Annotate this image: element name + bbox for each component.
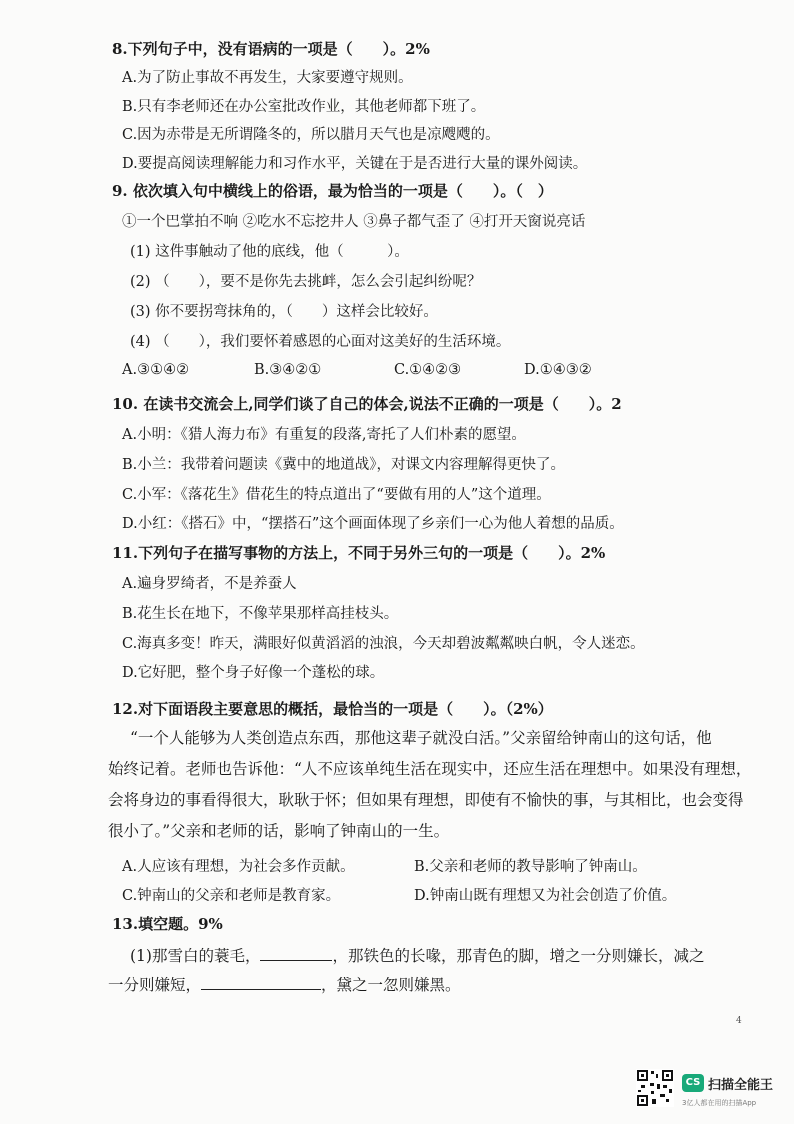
- question-12-option-c: C.钟南山的父亲和老师是教育家。: [122, 888, 341, 904]
- scanner-tagline: 3亿人都在用的扫描App: [682, 1099, 757, 1107]
- question-13-line-1-before: (1)那雪白的蓑毛，: [130, 947, 261, 965]
- question-10-option-d: D.小红：《搭石》中，“摆搭石”这个画面体现了乡亲们一心为他人着想的品质。: [122, 516, 624, 532]
- camscanner-logo: CS: [682, 1074, 704, 1092]
- question-9-sentence-2: (2) （ ），要不是你先去挑衅，怎么会引起纠纷呢？: [130, 274, 482, 290]
- question-9-proverbs: ①一个巴掌拍不响 ②吃水不忘挖井人 ③鼻子都气歪了 ④打开天窗说亮话: [122, 214, 586, 230]
- question-12-option-b: B.父亲和老师的教导影响了钟南山。: [414, 859, 647, 875]
- question-11-option-b: B.花生长在地下，不像苹果那样高挂枝头。: [122, 606, 399, 622]
- question-9-title: 9. 依次填入句中横线上的俗语，最为恰当的一项是（ ）。（ ）: [112, 182, 553, 200]
- scanner-brand-name: 扫描全能王: [708, 1078, 774, 1093]
- question-8-option-b: B.只有李老师还在办公室批改作业，其他老师都下班了。: [122, 99, 486, 115]
- question-9-sentence-1: (1) 这件事触动了他的底线，他（ ）。: [130, 244, 409, 260]
- question-11-option-c: C.海真多变！昨天，满眼好似黄滔滔的浊浪，今天却碧波粼粼映白帆，令人迷恋。: [122, 636, 645, 652]
- question-11-option-a: A.遍身罗绮者，不是养蚕人: [122, 576, 297, 592]
- question-12-passage-line-3: 会将身边的事看得很大，耿耿于怀；但如果有理想，即使有不愉快的事，与其相比，也会变得: [108, 791, 744, 809]
- question-12-option-a: A.人应该有理想，为社会多作贡献。: [122, 859, 355, 875]
- question-11-title: 11.下列句子在描写事物的方法上，不同于另外三句的一项是（ ）。2%: [112, 544, 606, 562]
- question-9-option-b: B.③④②①: [254, 362, 322, 378]
- question-8-option-a: A.为了防止事故不再发生，大家要遵守规则。: [122, 70, 413, 86]
- question-12-passage-line-1: “一个人能够为人类创造点东西，那他这辈子就没白活。”父亲留给钟南山的这句话，他: [130, 729, 712, 747]
- question-10-option-c: C.小军：《落花生》借花生的特点道出了“要做有用的人”这个道理。: [122, 487, 551, 503]
- question-10-title: 10. 在读书交流会上,同学们谈了自己的体会,说法不正确的一项是（ ）。2: [112, 395, 622, 413]
- question-13-line-1: [130, 944, 704, 966]
- question-12-option-d: D.钟南山既有理想又为社会创造了价值。: [414, 888, 677, 904]
- question-13-line-2-before: 一分则嫌短，: [108, 976, 202, 994]
- question-10-option-b: B.小兰：我带着问题读《冀中的地道战》，对课文内容理解得更快了。: [122, 457, 566, 473]
- question-13-line-2: [108, 973, 461, 995]
- question-9-option-c: C.①④②③: [394, 362, 462, 378]
- question-13-title: 13.填空题。9%: [112, 915, 223, 933]
- question-8-option-d: D.要提高阅读理解能力和习作水平，关键在于是否进行大量的课外阅读。: [122, 156, 588, 172]
- question-9-option-d: D.①④③②: [524, 362, 592, 378]
- question-13-line-2-after: ，黛之一忽则嫌黑。: [321, 976, 461, 994]
- question-10-option-a: A.小明：《猎人海力布》有重复的段落,寄托了人们朴素的愿望。: [122, 427, 526, 443]
- question-8-title: 8.下列句子中，没有语病的一项是（ ）。2%: [112, 40, 430, 58]
- question-11-option-d: D.它好肥，整个身子好像一个蓬松的球。: [122, 665, 385, 681]
- question-12-title: 12.对下面语段主要意思的概括，最恰当的一项是（ ）。（2%）: [112, 700, 553, 718]
- answer-blank-1[interactable]: [260, 946, 332, 961]
- question-9-sentence-3: (3) 你不要拐弯抹角的，（ ）这样会比较好。: [130, 304, 438, 320]
- answer-blank-2[interactable]: [201, 975, 321, 990]
- question-8-option-c: C.因为赤带是无所谓隆冬的，所以腊月天气也是凉飕飕的。: [122, 127, 500, 143]
- question-12-passage-line-4: 很小了。”父亲和老师的话，影响了钟南山的一生。: [108, 822, 450, 840]
- question-12-passage-line-2: 始终记着。老师也告诉他：“人不应该单纯生活在现实中，还应生活在理想中。如果没有理想，: [108, 760, 752, 778]
- page-number: 4: [736, 1016, 742, 1026]
- qr-code-icon: [636, 1069, 674, 1107]
- question-9-option-a: A.③①④②: [122, 362, 190, 378]
- question-13-line-1-after: ，那铁色的长喙，那青色的脚，增之一分则嫌长，减之: [332, 947, 705, 965]
- question-9-sentence-4: (4) （ ），我们要怀着感恩的心面对这美好的生活环境。: [130, 334, 511, 350]
